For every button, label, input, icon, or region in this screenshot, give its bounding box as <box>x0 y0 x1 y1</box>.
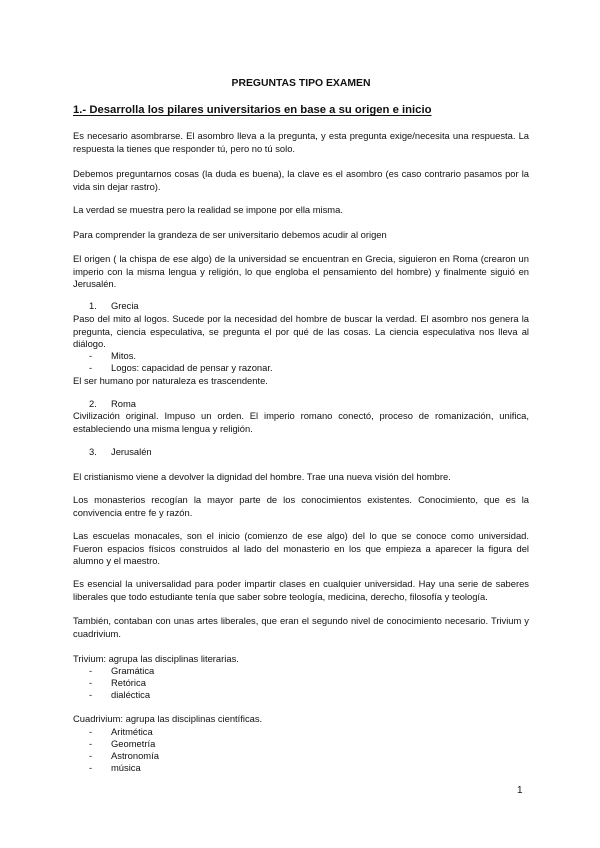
page-number: 1 <box>517 785 523 796</box>
paragraph: Paso del mito al logos. Sucede por la necesidad del hombre de buscar la verdad. El asombro nos genera la pregunta, ciencia especulativa, se pregunta el por qué de las cosas. La ciencia especulativa nos lleva al diálogo. <box>73 313 529 350</box>
dash-bullet: - <box>89 726 93 737</box>
list-item-text: Mitos. <box>111 350 137 361</box>
dash-bullet: - <box>89 689 93 700</box>
list-item <box>89 689 150 702</box>
paragraph: Trivium: agrupa las disciplinas literarias. <box>73 653 239 664</box>
list-item-text: Geometría <box>111 738 156 749</box>
paragraph: Las escuelas monacales, son el inicio (comienzo de ese algo) del lo que se conoce como universidad. Fueron espacios físicos construidos al lado del monasterio en los que empieza a aparecer la figura del alumno y el maestro. <box>73 530 529 567</box>
paragraph: Cuadrivium: agrupa las disciplinas científicas. <box>73 713 263 724</box>
list-number: 1. <box>89 300 97 311</box>
dash-bullet: - <box>89 665 93 676</box>
paragraph: La verdad se muestra pero la realidad se impone por ella misma. <box>73 204 343 215</box>
dash-bullet: - <box>89 762 93 773</box>
list-item <box>89 726 153 739</box>
list-item-text: música <box>111 762 141 773</box>
paragraph: Para comprender la grandeza de ser universitario debemos acudir al origen <box>73 229 387 240</box>
list-item <box>89 350 136 363</box>
dash-bullet: - <box>89 362 93 373</box>
list-item <box>89 750 159 763</box>
list-item <box>89 665 154 678</box>
paragraph: El origen ( la chispa de ese algo) de la universidad se encuentran en Grecia, siguieron en Roma (crearon un imperio con la misma lengua y religión, lo que engloba el pensamiento del hombre) y finalmente siguió en Jerusalén. <box>73 253 529 290</box>
numbered-heading-jerusalen <box>89 446 152 459</box>
list-item <box>89 762 141 775</box>
list-item-text: Astronomía <box>111 750 159 761</box>
list-item-text: Aritmética <box>111 726 153 737</box>
paragraph: Los monasterios recogían la mayor parte de los conocimientos existentes. Conocimiento, que es la convivencia entre fe y razón. <box>73 494 529 518</box>
dash-bullet: - <box>89 677 93 688</box>
list-label: Jerusalén <box>111 446 152 457</box>
list-item-text: Retórica <box>111 677 146 688</box>
list-number: 3. <box>89 446 97 457</box>
paragraph: También, contaban con unas artes liberales, que eran el segundo nivel de conocimiento necesario. Trivium y cuadrivium. <box>73 615 529 639</box>
list-item-text: Logos: capacidad de pensar y razonar. <box>111 362 273 373</box>
paragraph: El ser humano por naturaleza es trascendente. <box>73 375 268 386</box>
paragraph: Es esencial la universalidad para poder impartir clases en cualquier universidad. Hay una serie de saberes liberales que todo estudiante tenía que saber sobre teología, medicina, derecho, filosofía y teología. <box>73 578 529 602</box>
list-item-text: Gramática <box>111 665 155 676</box>
list-item <box>89 677 146 690</box>
paragraph: Debemos preguntarnos cosas (la duda es buena), la clave es el asombro (es caso contrario pasamos por la vida sin dejar rastro). <box>73 168 529 192</box>
list-item <box>89 738 155 751</box>
paragraph: Es necesario asombrarse. El asombro lleva a la pregunta, y esta pregunta exige/necesita una respuesta. La respuesta la tienes que responder tú, pero no tú solo. <box>73 130 529 154</box>
paragraph: Civilización original. Impuso un orden. El imperio romano conectó, proceso de romanización, unifica, estableciendo una misma lengua y religión. <box>73 410 529 434</box>
list-item <box>89 362 273 375</box>
paragraph: El cristianismo viene a devolver la dignidad del hombre. Trae una nueva visión del hombre. <box>73 471 451 482</box>
list-number: 2. <box>89 398 97 409</box>
dash-bullet: - <box>89 750 93 761</box>
list-label: Grecia <box>111 300 139 311</box>
question-heading: 1.- Desarrolla los pilares universitarios en base a su origen e inicio <box>73 104 432 116</box>
dash-bullet: - <box>89 738 93 749</box>
dash-bullet: - <box>89 350 93 361</box>
numbered-heading-grecia <box>89 300 139 313</box>
list-item-text: dialéctica <box>111 689 151 700</box>
numbered-heading-roma <box>89 398 136 411</box>
document-title: PREGUNTAS TIPO EXAMEN <box>231 78 371 89</box>
list-label: Roma <box>111 398 137 409</box>
